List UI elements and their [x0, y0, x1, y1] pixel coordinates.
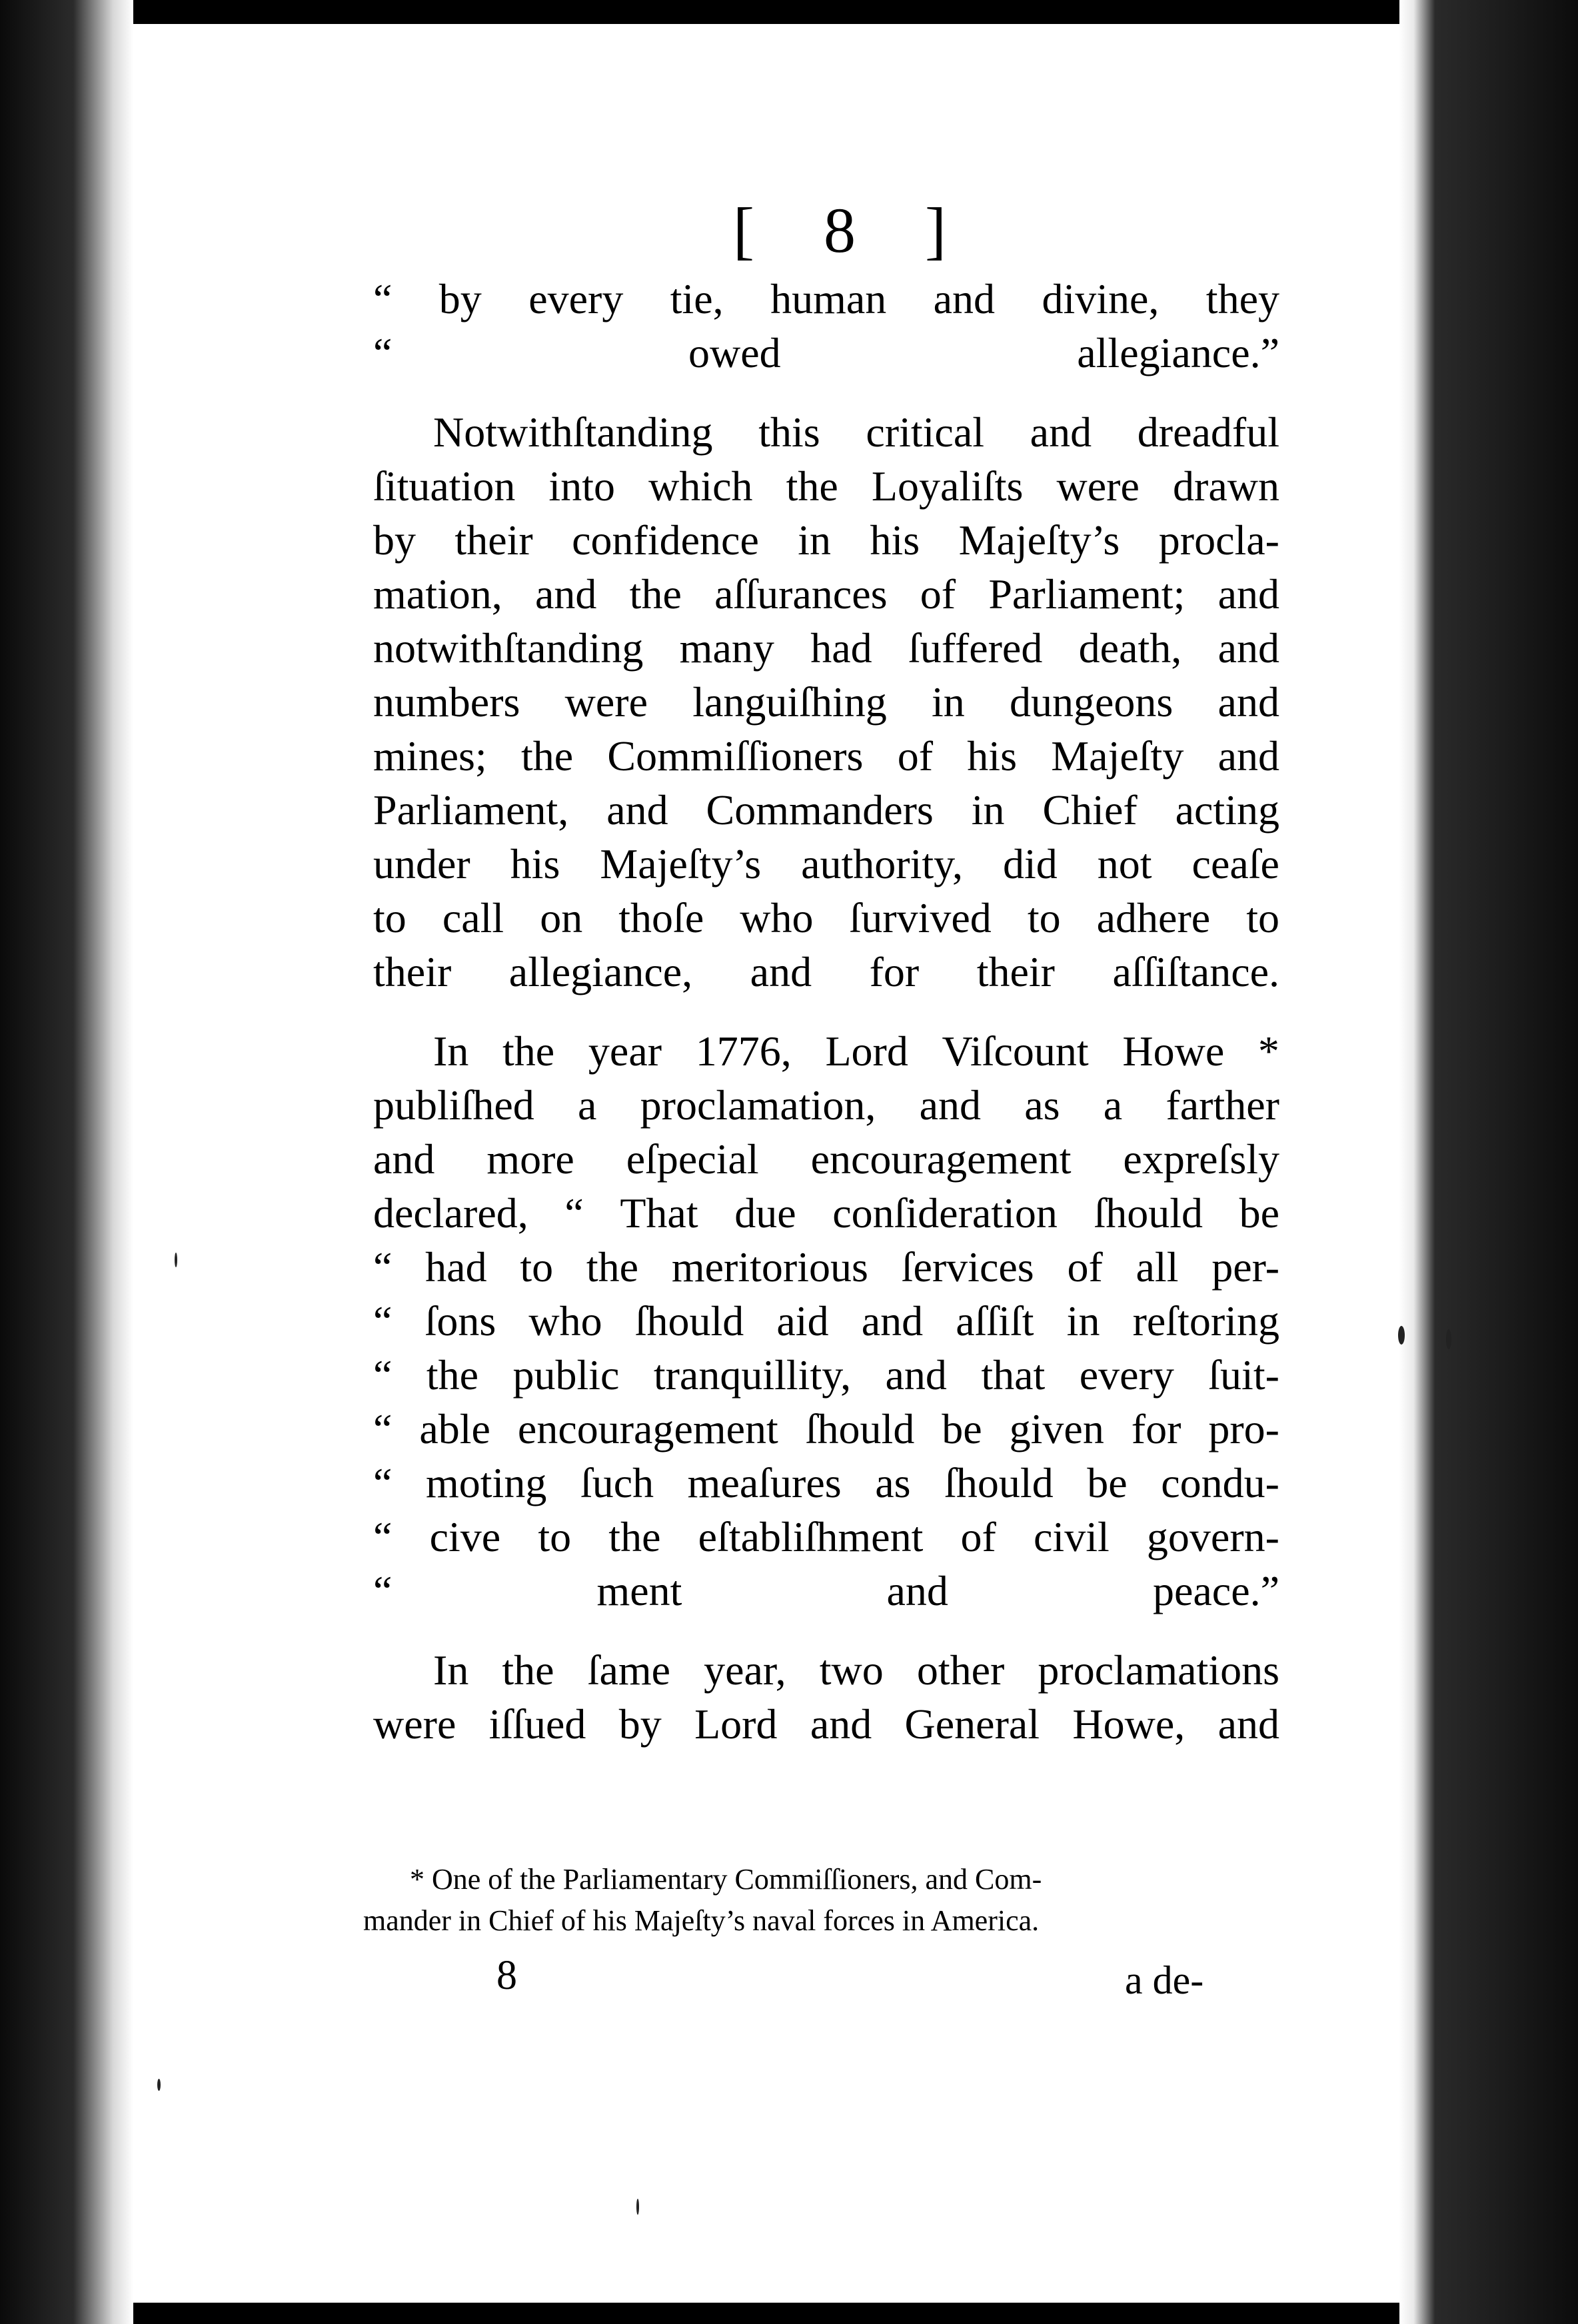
signature-mark: 8	[496, 1953, 517, 1998]
text-line: “ had to the meritorious ſervices of all per-	[373, 1243, 1279, 1291]
text-line: “ by every tie, human and divine, they	[373, 275, 1279, 322]
scan-top-edge	[133, 0, 1578, 24]
scan-speck	[1398, 1326, 1405, 1345]
text-line: were iſſued by Lord and General Howe, and	[373, 1700, 1279, 1748]
text-line: numbers were languiſhing in dungeons and	[373, 678, 1279, 726]
text-line: to call on thoſe who ſurvived to adhere to	[373, 894, 1279, 941]
footnote-line: mander in Chief of his Majeſty’s naval forces in America.	[363, 1904, 1040, 1937]
text-line: “ able encouragement ſhould be given for pro-	[373, 1405, 1279, 1452]
book-gutter	[1399, 0, 1578, 2324]
page-number-header: [ 8 ]	[733, 195, 973, 266]
paragraph	[373, 1643, 1279, 1751]
paragraph	[373, 405, 1279, 999]
paragraph	[373, 272, 1279, 380]
text-line: In the ſame year, two other proclamations	[433, 1646, 1279, 1694]
text-line: mines; the Commiſſioners of his Majeſty and	[373, 732, 1279, 780]
text-line: “ cive to the eſtabliſhment of civil govern-	[373, 1513, 1279, 1560]
text-line: notwithſtanding many had ſuffered death, and	[373, 624, 1279, 672]
text-line: “ ſons who ſhould aid and aſſiſt in reſtoring	[373, 1297, 1279, 1345]
text-line: Parliament, and Commanders in Chief acting	[373, 786, 1279, 834]
text-line: and more eſpecial encouragement expreſsly	[373, 1135, 1279, 1183]
text-line: ſituation into which the Loyaliſts were drawn	[373, 462, 1279, 510]
text-line: “ the public tranquillity, and that every ſuit-	[373, 1351, 1279, 1399]
text-line: “ ment and peace.”	[373, 1567, 1279, 1614]
text-line: their allegiance, and for their aſſiſtance.	[373, 948, 1279, 995]
scan-speck	[175, 1253, 177, 1267]
text-line: declared, “ That due conſideration ſhould be	[373, 1189, 1279, 1237]
footnote	[363, 1859, 1293, 1942]
text-line: “ moting ſuch meaſures as ſhould be condu-	[373, 1459, 1279, 1506]
footnote-line: * One of the Parliamentary Commiſſioners, and Com-	[410, 1863, 1042, 1896]
scan-speck	[636, 2199, 639, 2215]
text-line: publiſhed a proclamation, and as a farther	[373, 1081, 1279, 1129]
text-line: “ owed allegiance.”	[373, 329, 1279, 376]
body-text	[373, 272, 1279, 1751]
text-line: by their confidence in his Majeſty’s procla-	[373, 516, 1279, 564]
catchword: a de-	[1125, 1958, 1204, 2002]
scan-speck	[1446, 1329, 1451, 1349]
text-line: In the year 1776, Lord Viſcount Howe *	[433, 1027, 1279, 1075]
scan-speck	[157, 2079, 161, 2091]
text-line: under his Majeſty’s authority, did not ceaſe	[373, 840, 1279, 887]
text-line: mation, and the aſſurances of Parliament; and	[373, 570, 1279, 618]
scan-left-edge	[0, 0, 133, 2324]
text-line: Notwithſtanding this critical and dreadful	[433, 408, 1279, 456]
paragraph	[373, 1024, 1279, 1618]
